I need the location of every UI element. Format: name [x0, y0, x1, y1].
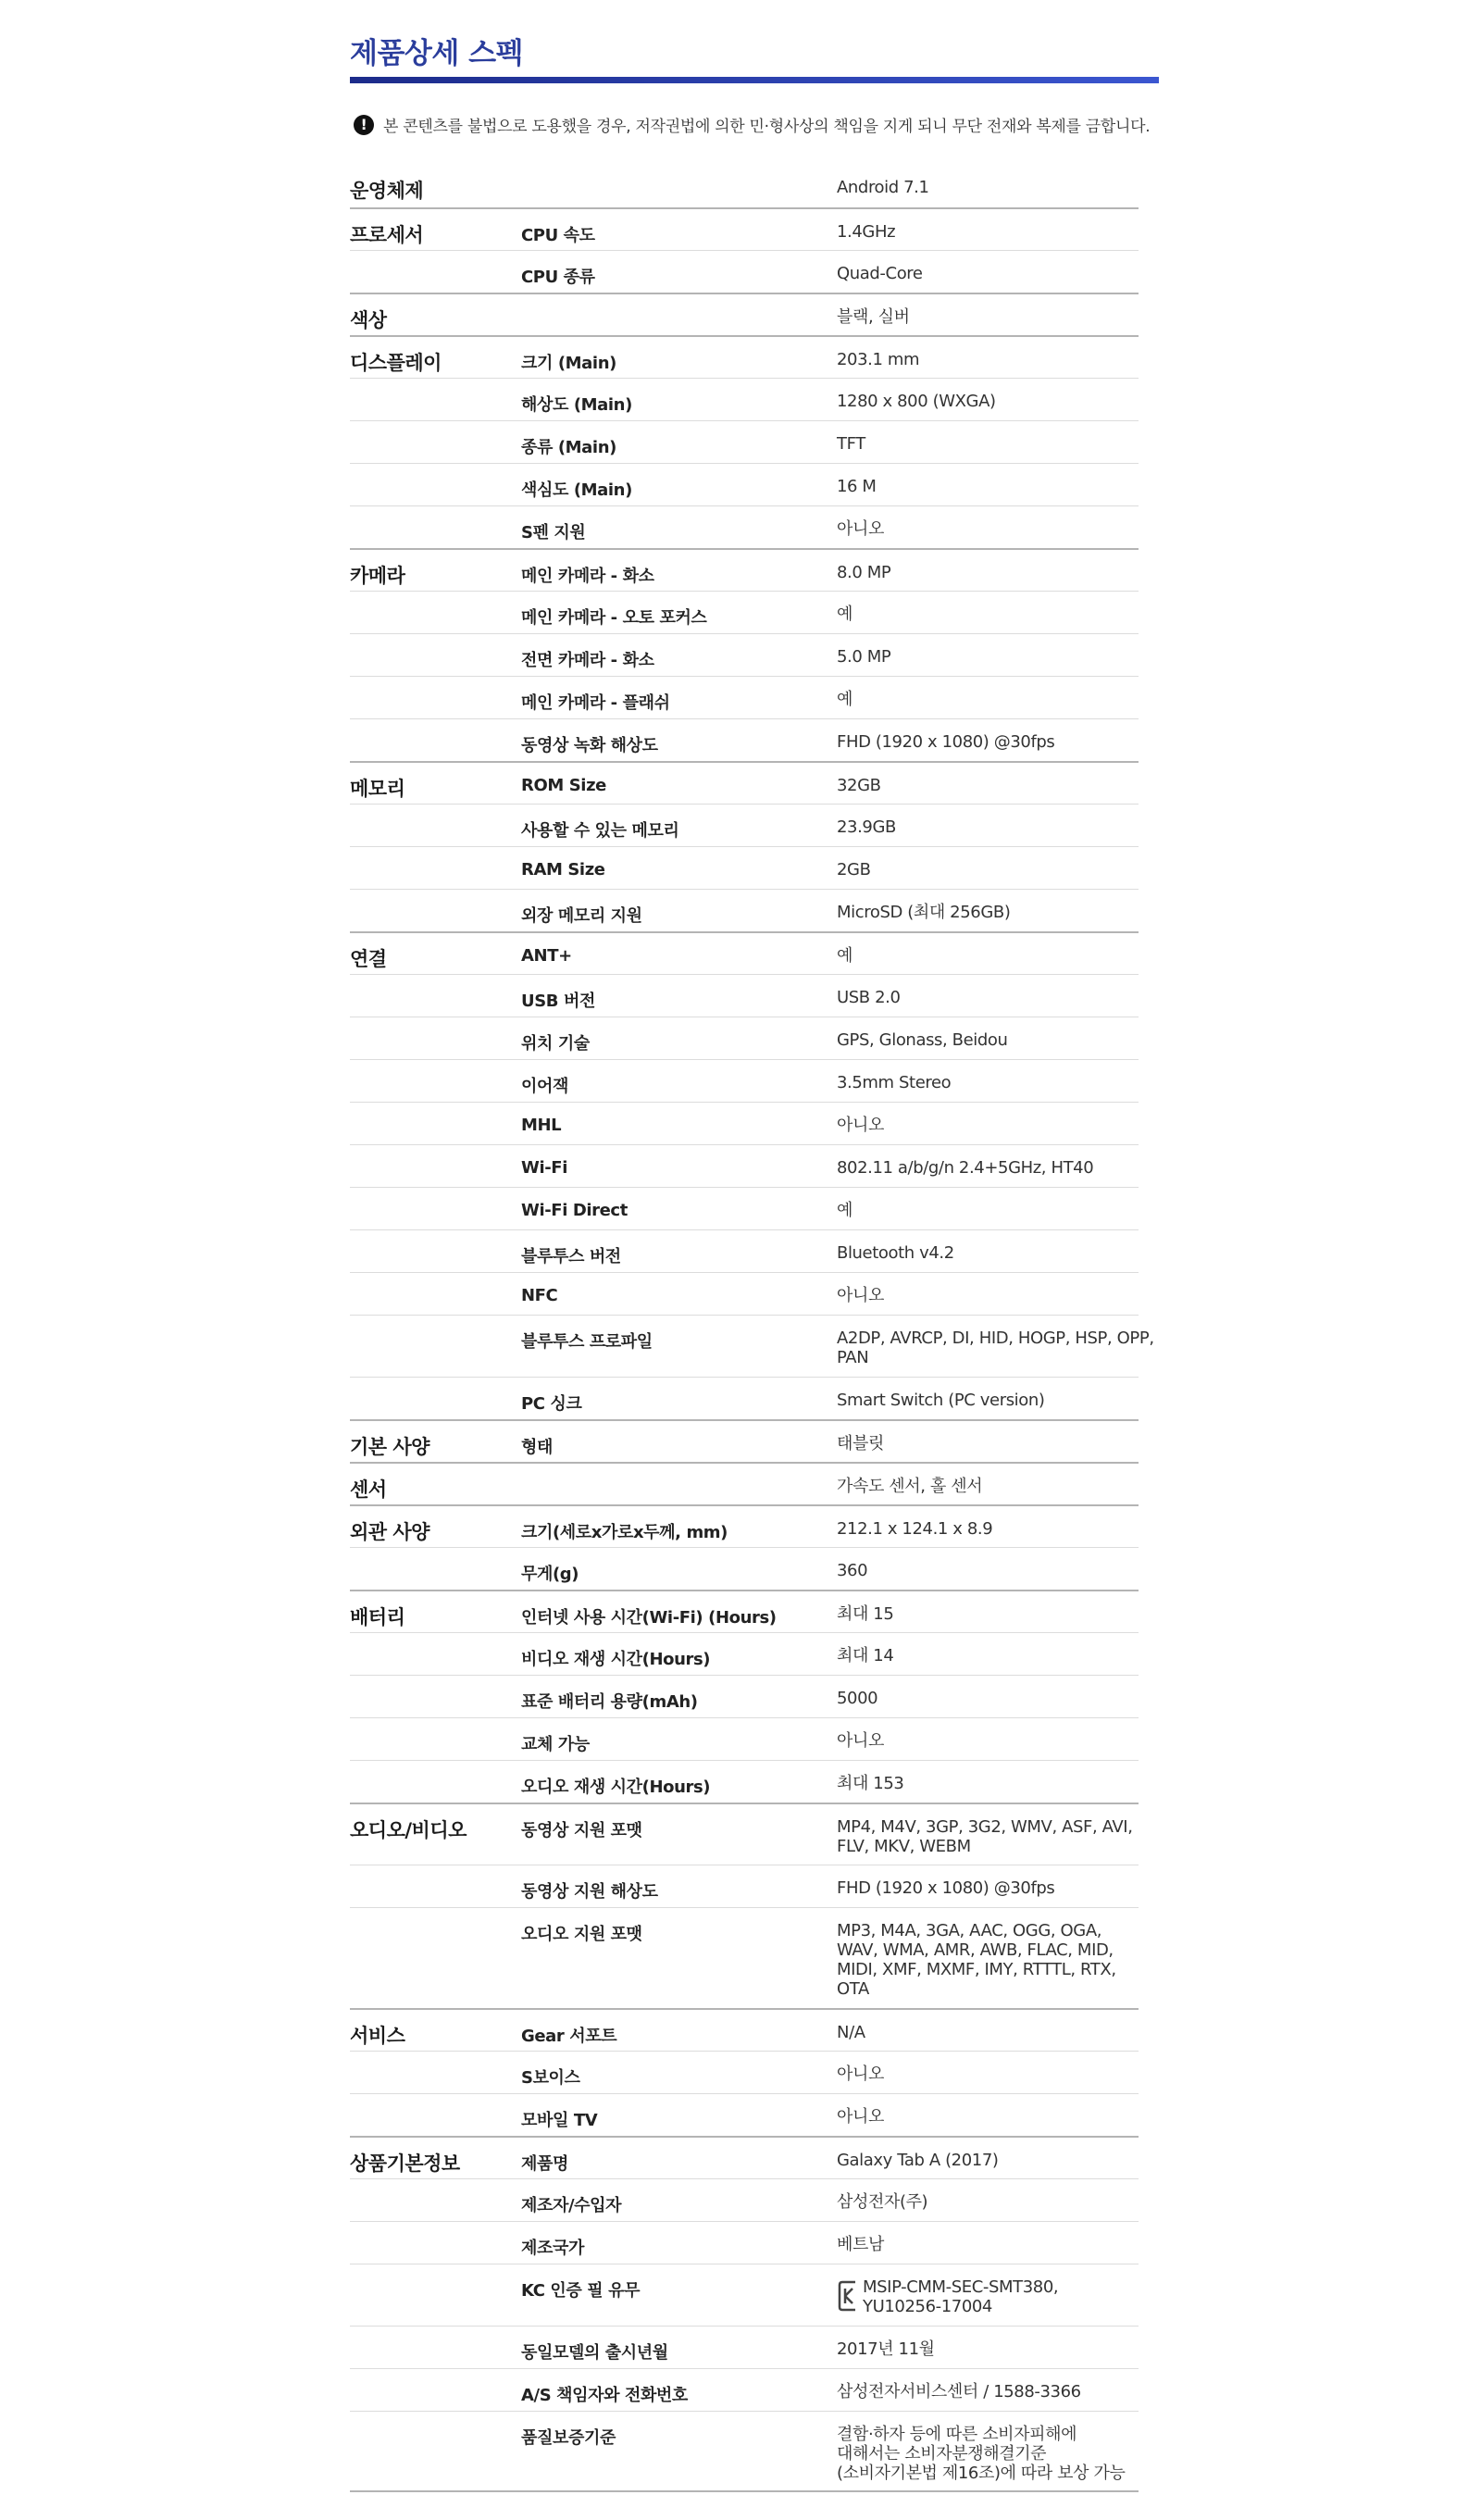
- spec-value-line: 1.4GHz: [837, 222, 896, 242]
- spec-value-line: MSIP-CMM-SEC-SMT380,: [863, 2277, 1059, 2297]
- spec-value-line: FHD (1920 x 1080) @30fps: [837, 732, 1055, 752]
- spec-value-line: Bluetooth v4.2: [837, 1243, 954, 1263]
- spec-value: [837, 1201, 1139, 1220]
- spec-label: 품질보증기준: [521, 2428, 616, 2448]
- spec-value-line: 2017년 11월: [837, 2339, 935, 2359]
- spec-value: [837, 2339, 1139, 2359]
- exclamation-icon: !: [354, 115, 374, 135]
- spec-value-line: 아니오: [837, 1731, 884, 1751]
- spec-value: [837, 1243, 1139, 1263]
- spec-category: 디스플레이: [350, 352, 442, 374]
- spec-label: ANT+: [521, 946, 572, 966]
- spec-value: [837, 2107, 1139, 2127]
- spec-row: [350, 2093, 1139, 2136]
- spec-label: 오디오 재생 시간(Hours): [521, 1778, 711, 1797]
- spec-row: [350, 1717, 1139, 1760]
- spec-value-line: 예: [837, 1201, 853, 1220]
- spec-value-line: MP4, M4V, 3GP, 3G2, WMV, ASF, AVI,: [837, 1817, 1133, 1837]
- spec-value: [837, 1561, 1139, 1580]
- spec-label: CPU 종류: [521, 268, 595, 287]
- spec-value: [837, 2192, 1139, 2212]
- spec-value-line: 5000: [837, 1689, 878, 1708]
- spec-value: [837, 1116, 1139, 1135]
- spec-label: USB 버전: [521, 992, 595, 1011]
- spec-value-line: Quad-Core: [837, 264, 923, 283]
- spec-value: [837, 2235, 1139, 2254]
- spec-row: [350, 889, 1139, 931]
- spec-label: 비디오 재생 시간(Hours): [521, 1650, 711, 1669]
- spec-label: 크기 (Main): [521, 354, 616, 373]
- spec-value-line: 203.1 mm: [837, 350, 920, 369]
- spec-label: 크기(세로x가로x두께, mm): [521, 1523, 728, 1542]
- spec-category: 기본 사양: [350, 1436, 429, 1458]
- spec-row: [350, 761, 1139, 804]
- spec-row: [350, 1272, 1139, 1315]
- spec-value-line: 베트남: [837, 2235, 884, 2254]
- spec-value: [837, 1817, 1139, 1856]
- spec-value-line: MP3, M4A, 3GA, AAC, OGG, OGA,: [837, 1921, 1102, 1940]
- spec-row: [350, 378, 1139, 420]
- spec-value-line: 802.11 a/b/g/n 2.4+5GHz, HT40: [837, 1158, 1094, 1178]
- spec-label: 블루투스 버전: [521, 1247, 621, 1266]
- spec-value: [837, 264, 1139, 283]
- spec-value: [837, 2425, 1139, 2483]
- spec-value: [837, 350, 1139, 369]
- spec-value: [837, 222, 1139, 242]
- spec-value-line: A2DP, AVRCP, DI, HID, HOGP, HSP, OPP,: [837, 1329, 1154, 1348]
- spec-value: [837, 434, 1139, 454]
- spec-value-line: 2GB: [837, 860, 871, 880]
- spec-category: 색상: [350, 309, 387, 331]
- spec-value-line: 아니오: [837, 2065, 884, 2084]
- spec-row: [350, 420, 1139, 463]
- spec-value-line: USB 2.0: [837, 988, 901, 1007]
- spec-label: RAM Size: [521, 860, 605, 880]
- spec-value-line: 1280 x 800 (WXGA): [837, 392, 996, 411]
- spec-value-line: YU10256-17004: [863, 2297, 992, 2316]
- spec-row: [350, 931, 1139, 974]
- spec-label: 외장 메모리 지원: [521, 906, 642, 926]
- spec-value: [837, 1434, 1139, 1453]
- spec-row: [350, 505, 1139, 548]
- spec-label: 오디오 지원 포맷: [521, 1925, 642, 1944]
- spec-label: 동영상 지원 포맷: [521, 1821, 642, 1840]
- spec-label: Gear 서포트: [521, 2027, 617, 2046]
- spec-value-line: 32GB: [837, 776, 881, 795]
- spec-row: [350, 804, 1139, 846]
- spec-value-line: GPS, Glonass, Beidou: [837, 1030, 1008, 1050]
- spec-row: [350, 165, 1139, 207]
- spec-row: [350, 2221, 1139, 2264]
- spec-label: 모바일 TV: [521, 2111, 598, 2130]
- spec-label: ROM Size: [521, 776, 606, 795]
- spec-value: [837, 647, 1139, 667]
- spec-category: 배터리: [350, 1606, 405, 1628]
- kc-mark-icon: [837, 2279, 858, 2313]
- spec-label: CPU 속도: [521, 226, 595, 245]
- spec-category: 프로세서: [350, 224, 424, 246]
- spec-category: 센서: [350, 1478, 387, 1501]
- spec-value: [837, 519, 1139, 539]
- spec-label: 메인 카메라 - 오토 포커스: [521, 608, 707, 628]
- spec-value-line: 8.0 MP: [837, 563, 891, 582]
- spec-row: [350, 1760, 1139, 1803]
- spec-value: [837, 1689, 1139, 1708]
- spec-label: 동일모델의 출시년월: [521, 2343, 668, 2363]
- spec-value: [837, 1604, 1139, 1624]
- spec-row: [350, 207, 1139, 250]
- spec-row: [350, 1547, 1139, 1590]
- spec-value: [837, 2151, 1139, 2170]
- spec-value-line: 아니오: [837, 519, 884, 539]
- spec-value: [837, 1878, 1139, 1898]
- spec-value-line: 5.0 MP: [837, 647, 891, 667]
- spec-label: S보이스: [521, 2068, 580, 2088]
- spec-value-line: 결함·하자 등에 따른 소비자피해에: [837, 2425, 1077, 2444]
- spec-row: [350, 718, 1139, 761]
- spec-row: [350, 2411, 1139, 2492]
- spec-value: [837, 2277, 1139, 2316]
- spec-value: [837, 563, 1139, 582]
- spec-label: Wi-Fi Direct: [521, 1201, 628, 1220]
- spec-value-line: Android 7.1: [837, 178, 929, 197]
- spec-label: 색심도 (Main): [521, 480, 632, 500]
- spec-value: [837, 988, 1139, 1007]
- spec-row: [350, 633, 1139, 676]
- spec-label: 동영상 지원 해상도: [521, 1882, 658, 1902]
- spec-value: [837, 605, 1139, 624]
- spec-label: 메인 카메라 - 화소: [521, 567, 654, 586]
- spec-row: [350, 1675, 1139, 1717]
- spec-value-line: OTA: [837, 1979, 869, 1999]
- spec-value-line: 블랙, 실버: [837, 307, 910, 327]
- spec-row: [350, 548, 1139, 591]
- spec-value: [837, 477, 1139, 496]
- spec-value-line: FLV, MKV, WEBM: [837, 1837, 971, 1856]
- spec-value: [837, 307, 1139, 327]
- spec-value: [837, 1286, 1139, 1305]
- spec-value-line: 최대 14: [837, 1646, 894, 1665]
- spec-row: [350, 1229, 1139, 1272]
- spec-value-line: 아니오: [837, 2107, 884, 2127]
- spec-label: S펜 지원: [521, 523, 586, 543]
- spec-row: [350, 1590, 1139, 1632]
- spec-value: [837, 1073, 1139, 1092]
- spec-value: [837, 732, 1139, 752]
- spec-value-line: TFT: [837, 434, 865, 454]
- spec-value: [837, 690, 1139, 709]
- spec-value-line: 최대 153: [837, 1774, 904, 1793]
- spec-label: 표준 배터리 용량(mAh): [521, 1692, 698, 1712]
- spec-value-line: 삼성전자(주): [837, 2192, 928, 2212]
- spec-value: [837, 1391, 1139, 1410]
- spec-label: 동영상 녹화 해상도: [521, 736, 658, 755]
- spec-row: [350, 1632, 1139, 1675]
- spec-row: [350, 293, 1139, 335]
- spec-value-line: WAV, WMA, AMR, AWB, FLAC, MID,: [837, 1940, 1114, 1960]
- spec-label: 제조자/수입자: [521, 2196, 622, 2215]
- spec-label: 교체 가능: [521, 1735, 590, 1754]
- spec-row: [350, 463, 1139, 505]
- spec-value-line: 예: [837, 605, 853, 624]
- spec-category: 메모리: [350, 778, 405, 800]
- spec-row: [350, 2008, 1139, 2051]
- spec-row: [350, 2264, 1139, 2326]
- spec-category: 외관 사양: [350, 1521, 429, 1543]
- spec-row: [350, 1907, 1139, 2008]
- spec-row: [350, 1017, 1139, 1059]
- spec-value: [837, 1921, 1139, 1999]
- spec-row: [350, 591, 1139, 633]
- spec-label: 메인 카메라 - 플래쉬: [521, 693, 670, 713]
- spec-label: A/S 책임자와 전화번호: [521, 2386, 688, 2405]
- spec-table: [350, 165, 1154, 2492]
- spec-value: [837, 392, 1139, 411]
- spec-value-line: MIDI, XMF, MXMF, IMY, RTTTL, RTX,: [837, 1960, 1116, 1979]
- spec-row: [350, 1059, 1139, 1102]
- spec-row: [350, 2136, 1139, 2178]
- spec-row: [350, 335, 1139, 378]
- spec-value-line: MicroSD (최대 256GB): [837, 903, 1011, 922]
- spec-value-line: Galaxy Tab A (2017): [837, 2151, 999, 2170]
- spec-value: [837, 2065, 1139, 2084]
- spec-value-line: 23.9GB: [837, 817, 896, 837]
- spec-value: [837, 1774, 1139, 1793]
- spec-value: [837, 1477, 1139, 1496]
- spec-value-line: 예: [837, 690, 853, 709]
- title-underline: [350, 77, 1159, 83]
- spec-value: [837, 776, 1139, 795]
- spec-value-line: PAN: [837, 1348, 869, 1367]
- spec-label: 이어잭: [521, 1077, 568, 1096]
- spec-row: [350, 1462, 1139, 1504]
- spec-label: 제조국가: [521, 2239, 584, 2258]
- spec-category: 카메라: [350, 565, 405, 587]
- spec-value-line: 삼성전자서비스센터 / 1588-3366: [837, 2382, 1081, 2401]
- spec-category: 오디오/비디오: [350, 1819, 467, 1841]
- spec-category: 상품기본정보: [350, 2152, 460, 2175]
- spec-row: [350, 1315, 1154, 1377]
- spec-value: [837, 860, 1139, 880]
- spec-value-line: 아니오: [837, 1116, 884, 1135]
- spec-label: 형태: [521, 1438, 553, 1457]
- page-title: 제품상세 스펙: [350, 37, 523, 70]
- spec-value-line: 예: [837, 946, 853, 966]
- spec-value: [837, 1329, 1154, 1367]
- spec-label: KC 인증 필 유무: [521, 2281, 641, 2301]
- spec-row: [350, 1144, 1139, 1187]
- spec-label: 제품명: [521, 2154, 568, 2174]
- spec-value-line: 360: [837, 1561, 868, 1580]
- spec-label: Wi-Fi: [521, 1158, 567, 1178]
- spec-value-line: 가속도 센서, 홀 센서: [837, 1477, 983, 1496]
- spec-row: [350, 1803, 1139, 1865]
- spec-value-line: N/A: [837, 2023, 865, 2042]
- spec-label: MHL: [521, 1116, 562, 1135]
- notice-text: 본 콘텐츠를 불법으로 도용했을 경우, 저작권법에 의한 민·형사상의 책임을 지게 되니 무단 전재와 복제를 금합니다.: [383, 118, 1151, 136]
- spec-value: [837, 1731, 1139, 1751]
- spec-value: [837, 1158, 1139, 1178]
- spec-row: [350, 2178, 1139, 2221]
- spec-value-line: 16 M: [837, 477, 877, 496]
- spec-row: [350, 1865, 1139, 1907]
- spec-value: [837, 903, 1139, 922]
- spec-label: 인터넷 사용 시간(Wi-Fi) (Hours): [521, 1608, 777, 1628]
- spec-row: [350, 1377, 1139, 1419]
- spec-value: [837, 817, 1139, 837]
- spec-value: [837, 2023, 1139, 2042]
- spec-value-line: (소비자기본법 제16조)에 따라 보상 가능: [837, 2464, 1126, 2483]
- spec-row: [350, 676, 1139, 718]
- spec-value-line: Smart Switch (PC version): [837, 1391, 1045, 1410]
- spec-row: [350, 2051, 1139, 2093]
- spec-value: [837, 178, 1139, 197]
- spec-value: [837, 946, 1139, 966]
- spec-row: [350, 250, 1139, 293]
- spec-label: PC 싱크: [521, 1394, 582, 1414]
- spec-row: [350, 846, 1139, 889]
- spec-category: 연결: [350, 948, 387, 970]
- spec-label: 무게(g): [521, 1565, 579, 1584]
- spec-value-line: 태블릿: [837, 1434, 884, 1453]
- spec-value: [837, 2382, 1139, 2401]
- spec-label: 종류 (Main): [521, 438, 616, 457]
- spec-value-line: 3.5mm Stereo: [837, 1073, 952, 1092]
- spec-label: 해상도 (Main): [521, 395, 632, 415]
- spec-value: [837, 1519, 1139, 1539]
- spec-row: [350, 1102, 1139, 1144]
- spec-label: 위치 기술: [521, 1034, 590, 1054]
- spec-value-line: FHD (1920 x 1080) @30fps: [837, 1878, 1055, 1898]
- spec-row: [350, 2326, 1139, 2368]
- spec-row: [350, 1419, 1139, 1462]
- spec-label: 사용할 수 있는 메모리: [521, 821, 679, 841]
- spec-category: 서비스: [350, 2025, 405, 2047]
- copyright-notice: [354, 113, 1150, 136]
- spec-value: [837, 1030, 1139, 1050]
- spec-value: [837, 1646, 1139, 1665]
- spec-row: [350, 974, 1139, 1017]
- spec-row: [350, 1504, 1139, 1547]
- spec-value-line: 아니오: [837, 1286, 884, 1305]
- spec-category: 운영체제: [350, 180, 424, 202]
- spec-value-line: 대해서는 소비자분쟁해결기준: [837, 2444, 1047, 2464]
- spec-label: 전면 카메라 - 화소: [521, 651, 654, 670]
- spec-row: [350, 2368, 1139, 2411]
- spec-value-line: 212.1 x 124.1 x 8.9: [837, 1519, 993, 1539]
- spec-label: NFC: [521, 1286, 558, 1305]
- spec-label: 블루투스 프로파일: [521, 1332, 653, 1352]
- spec-row: [350, 1187, 1139, 1229]
- spec-value-line: 최대 15: [837, 1604, 894, 1624]
